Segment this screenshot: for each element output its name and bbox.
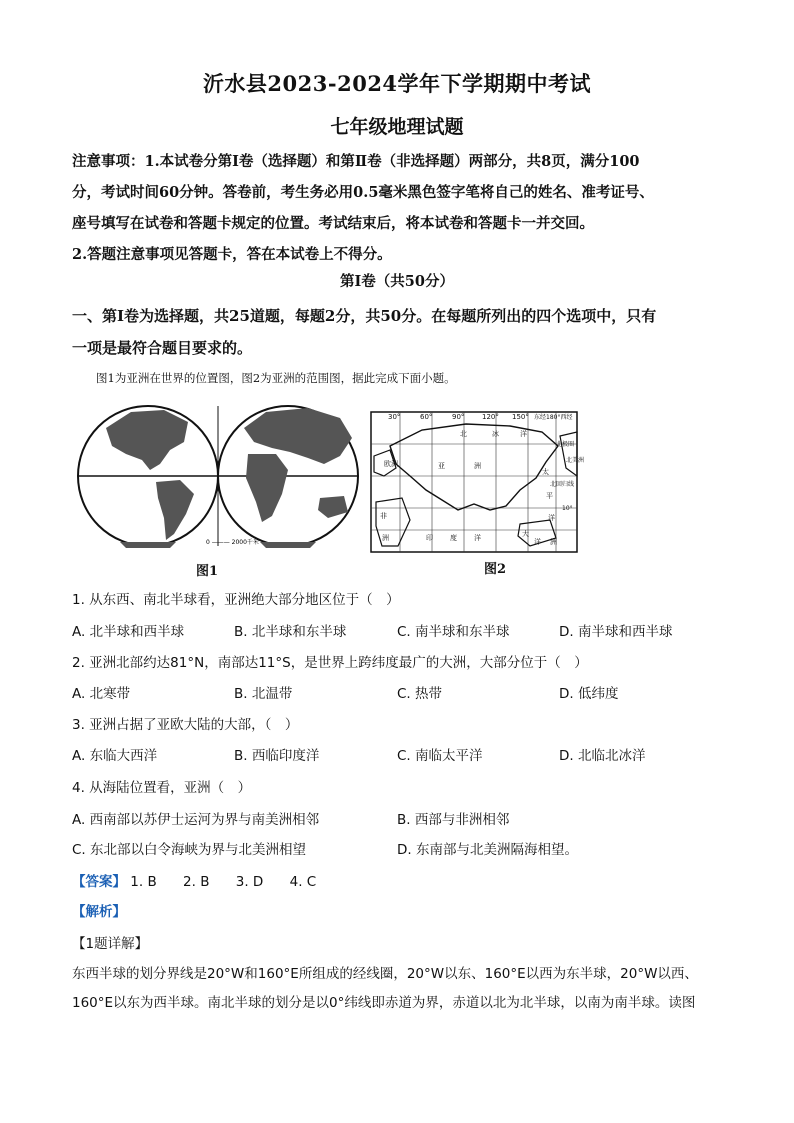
lon-label-120: 120°: [482, 413, 499, 421]
region-yang-2: 洋: [548, 514, 555, 522]
lon-label-60: 60°: [420, 413, 433, 421]
answer-3: 3. D: [235, 874, 264, 890]
question-3-stem: 3. 亚洲占据了亚欧大陆的大部，（ ）: [72, 717, 299, 733]
notice-line-4: 2.答题注意事项见答题卡，答在本试卷上不得分。: [72, 246, 392, 263]
figure2-caption: 图2: [484, 562, 507, 577]
section-title: 第Ⅰ卷（共50分）: [340, 273, 454, 290]
label-arctic-circle: 北极圈: [556, 441, 575, 448]
question-4-option-a[interactable]: A. 西南部以苏伊士运河为界与南美洲相邻: [72, 812, 320, 828]
label-10-degree: 10°: [562, 505, 573, 512]
question-4-stem: 4. 从海陆位置看，亚洲（ ）: [72, 780, 252, 796]
region-da: 大: [522, 530, 529, 538]
region-europe: 欧洲: [384, 460, 398, 468]
question-3-option-a[interactable]: A. 东临大西洋: [72, 748, 158, 764]
question-4-option-d[interactable]: D. 东南部与北美洲隔海相望。: [397, 842, 578, 858]
lon-label-90: 90°: [452, 413, 465, 421]
question-2-option-d[interactable]: D. 低纬度: [559, 686, 619, 702]
answer-4: 4. C: [289, 874, 317, 890]
region-zhou-3: 洲: [550, 538, 557, 546]
answer-2: 2. B: [183, 874, 210, 890]
section-desc-1: 一、第Ⅰ卷为选择题，共25道题，每题2分，共50分。在每题所列出的四个选项中，只有: [72, 307, 657, 325]
region-fei: 非: [380, 512, 387, 520]
region-tai: 太: [542, 468, 549, 476]
answer-line: [72, 870, 338, 890]
figure2-asia-map: [370, 406, 585, 554]
answer-1: 1. B: [130, 874, 157, 890]
question-2-option-a[interactable]: A. 北寒带: [72, 686, 131, 702]
notice-line-1: 注意事项：1.本试卷分第Ⅰ卷（选择题）和第Ⅱ卷（非选择题）两部分，共8页，满分100: [72, 153, 640, 170]
region-yin: 印: [426, 534, 433, 542]
notice-line-2: 分，考试时间60分钟。答卷前，考生务必用0.5毫米黑色签字笔将自己的姓名、准考证号、: [72, 184, 654, 201]
label-north-america: 北美洲: [566, 457, 585, 464]
question-1-option-c[interactable]: C. 南半球和东半球: [397, 624, 510, 640]
label-tropic-cancer: 北回归线: [550, 481, 575, 488]
question-2-stem: 2. 亚洲北部约达81°N，南部达11°S，是世界上跨纬度最广的大洲，大部分位于（ ）: [72, 655, 588, 671]
question-2-option-b[interactable]: B. 北温带: [234, 686, 293, 702]
question-1-option-a[interactable]: A. 北半球和西半球: [72, 624, 185, 640]
question-1-option-d[interactable]: D. 南半球和西半球: [559, 624, 673, 640]
question-3-option-d[interactable]: D. 北临北冰洋: [559, 748, 646, 764]
answer-tag: 【答案】: [72, 874, 126, 890]
region-bing: 冰: [492, 430, 499, 438]
analysis-tag: 【解析】: [72, 904, 126, 920]
question-1-stem: 1. 从东西、南北半球看，亚洲绝大部分地区位于（ ）: [72, 592, 400, 608]
region-bei: 北: [460, 430, 467, 438]
question-2-option-c[interactable]: C. 热带: [397, 686, 443, 702]
figure1-caption: 图1: [196, 564, 219, 579]
region-yang-4: 洋: [534, 538, 541, 546]
analysis-detail-title: 【1题详解】: [72, 936, 149, 952]
lon-label-30: 30°: [388, 413, 401, 421]
question-4-option-c[interactable]: C. 东北部以白令海峡为界与北美洲相望: [72, 842, 307, 858]
question-3-option-b[interactable]: B. 西临印度洋: [234, 748, 320, 764]
figure1-hemispheres: [76, 398, 364, 558]
analysis-text: 东西半球的划分界线是20°W和160°E所组成的经线圈，20°W以东、160°E以西为东半球，20°W以西、160°E以东为西半球。南北半球的划分是以0°纬线即赤道为界，赤道以北为北半球，以南为南半球。读图: [72, 966, 698, 1011]
question-intro: 图1为亚洲在世界的位置图，图2为亚洲的范围图，据此完成下面小题。: [96, 371, 456, 385]
notice-line-3: 座号填写在试卷和答题卡规定的位置。考试结束后，将本试卷和答题卡一并交回。: [72, 215, 594, 232]
antarctica-east-shape: [260, 542, 316, 548]
map-frame: [371, 412, 577, 552]
region-yang-1: 洋: [520, 430, 527, 438]
figure1-scale: 0 ——— 2000千米: [206, 539, 259, 546]
exam-subtitle: 七年级地理试题: [330, 116, 464, 138]
question-1-option-b[interactable]: B. 北半球和东半球: [234, 624, 347, 640]
region-du: 度: [450, 534, 457, 542]
lon-label-180: 东经180°西经: [534, 414, 573, 421]
section-desc-2: 一项是最符合题目要求的。: [72, 339, 253, 357]
region-zhou-1: 洲: [474, 462, 481, 470]
region-ping: 平: [546, 492, 553, 500]
region-ya: 亚: [438, 462, 445, 470]
lon-label-150: 150°: [512, 413, 529, 421]
region-zhou-2: 洲: [382, 534, 389, 542]
answer-values: [130, 874, 338, 890]
region-yang-3: 洋: [474, 534, 481, 542]
exam-title: 沂水县2023-2024学年下学期期中考试: [202, 71, 592, 96]
antarctica-west-shape: [120, 542, 176, 548]
question-3-option-c[interactable]: C. 南临太平洋: [397, 748, 483, 764]
question-4-option-b[interactable]: B. 西部与非洲相邻: [397, 812, 510, 828]
